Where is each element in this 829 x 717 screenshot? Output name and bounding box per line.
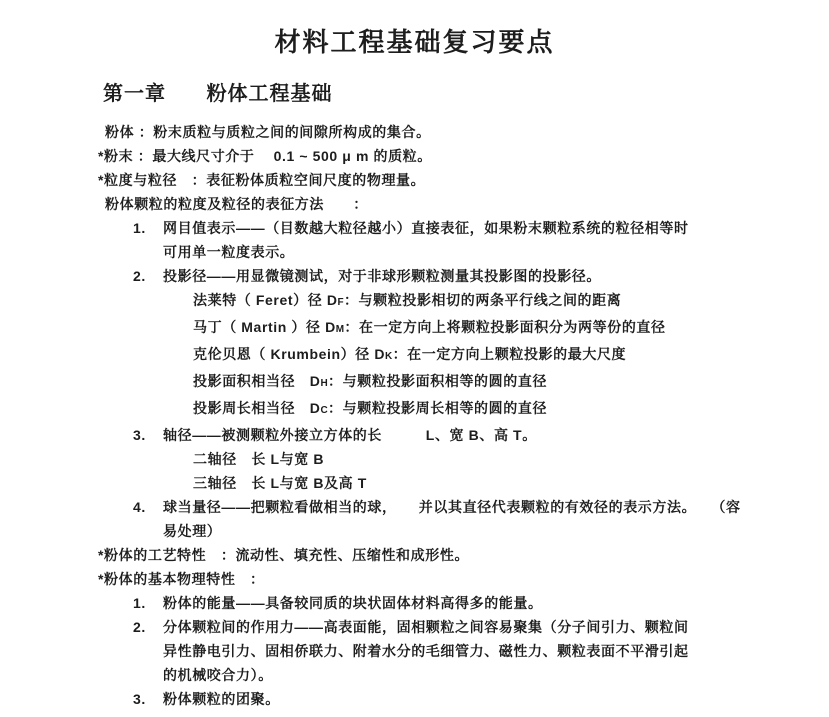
doc-line [105, 192, 774, 216]
line-text: 二轴径 长 L与宽 B [193, 451, 325, 467]
list-number: 2. [133, 268, 146, 284]
doc-line [98, 543, 774, 567]
chapter-number: 第一章 [103, 83, 166, 105]
line-text: 轴径——被测颗粒外接立方体的长 L、宽 B、高 T。 [163, 427, 537, 443]
line-text: ：在一定方向上颗粒投影的最大尺度 [392, 346, 627, 362]
list-number: 3. [133, 427, 146, 443]
line-text: 分体颗粒间的作用力——高表面能，固相颗粒之间容易聚集（分子间引力、颗粒间 [163, 619, 689, 635]
line-text: 易处理） [163, 523, 222, 539]
doc-line [193, 315, 774, 342]
line-text: *粉体的工艺特性 ：流动性、填充性、压缩性和成形性。 [98, 547, 470, 563]
line-text: 粉体 ：粉末质粒与质粒之间的间隙所构成的集合。 [105, 124, 431, 140]
line-text: 投影面积相当径 D [193, 373, 321, 389]
doc-line [193, 447, 774, 471]
doc-line [163, 663, 774, 687]
doc-line [163, 519, 774, 543]
subscript-letter: C [320, 405, 329, 416]
line-text: *粒度与粒径 ：表征粉体质粒空间尺度的物理量。 [98, 172, 426, 188]
subscript-letter: K [385, 351, 393, 362]
doc-line [163, 240, 774, 264]
doc-line [105, 120, 774, 144]
subscript-letter: M [335, 324, 345, 335]
line-text: 投影径——用显微镜测试，对于非球形颗粒测量其投影图的投影径。 [163, 268, 601, 284]
line-text: ：在一定方向上将颗粒投影面积分为两等份的直径 [344, 319, 666, 335]
line-text: 粉体颗粒的粒度及粒径的表征方法 ： [105, 196, 368, 212]
page-title: 材料工程基础复习要点 [274, 27, 555, 57]
list-number: 1. [133, 220, 146, 236]
line-text: 可用单一粒度表示。 [163, 244, 295, 260]
list-number: 2. [133, 619, 146, 635]
list-number: 1. [133, 595, 146, 611]
list-number: 4. [133, 499, 146, 515]
subscript-letter: H [320, 378, 329, 389]
doc-line [133, 615, 774, 639]
line-text: ：与颗粒投影相切的两条平行线之间的距离 [343, 292, 622, 308]
doc-line [133, 495, 774, 519]
doc-line [133, 423, 774, 447]
chapter-title: 粉体工程基础 [206, 83, 333, 105]
doc-line [133, 264, 774, 288]
line-text: 球当量径——把颗粒看做相当的球， 并以其直径代表颗粒的有效径的表示方法。 （容 [163, 499, 741, 515]
line-text: 网目值表示——（目数越大粒径越小）直接表征，如果粉末颗粒系统的粒径相等时 [163, 220, 689, 236]
line-text: 的机械咬合力）。 [163, 667, 273, 683]
subscript-letter: F [337, 297, 344, 308]
line-text: 粉体颗粒的团聚。 [163, 691, 280, 707]
line-text: ：与颗粒投影面积相等的圆的直径 [328, 373, 548, 389]
line-text: *粉末 ：最大线尺寸介于 0.1 ~ 500 μ m 的质粒。 [98, 148, 432, 164]
line-text: ：与颗粒投影周长相等的圆的直径 [328, 400, 548, 416]
doc-line [98, 168, 774, 192]
doc-line [133, 591, 774, 615]
document-page [0, 26, 829, 717]
line-text: 异性静电引力、固相侨联力、附着水分的毛细管力、磁性力、颗粒表面不平滑引起 [163, 643, 689, 659]
line-text: 投影周长相当径 D [193, 400, 321, 416]
line-text: 马丁（ Martin ）径 D [193, 319, 336, 335]
line-text: 克伦贝恩（ Krumbein）径 D [193, 346, 386, 362]
doc-line [193, 471, 774, 495]
doc-line [98, 567, 774, 591]
line-text: 三轴径 长 L与宽 B及高 T [193, 475, 367, 491]
doc-line [98, 144, 774, 168]
list-number: 3. [133, 691, 146, 707]
line-text: *粉体的基本物理特性 ： [98, 571, 265, 587]
line-text: 粉体的能量——具备较同质的块状固体材料高得多的能量。 [163, 595, 543, 611]
line-text: 法莱特（ Feret）径 D [193, 292, 338, 308]
chapter-heading [103, 82, 829, 106]
doc-line [193, 396, 774, 423]
doc-line [193, 342, 774, 369]
doc-line [133, 216, 774, 240]
doc-line [193, 369, 774, 396]
doc-line [163, 639, 774, 663]
document-body [0, 120, 829, 711]
doc-line [193, 288, 774, 315]
